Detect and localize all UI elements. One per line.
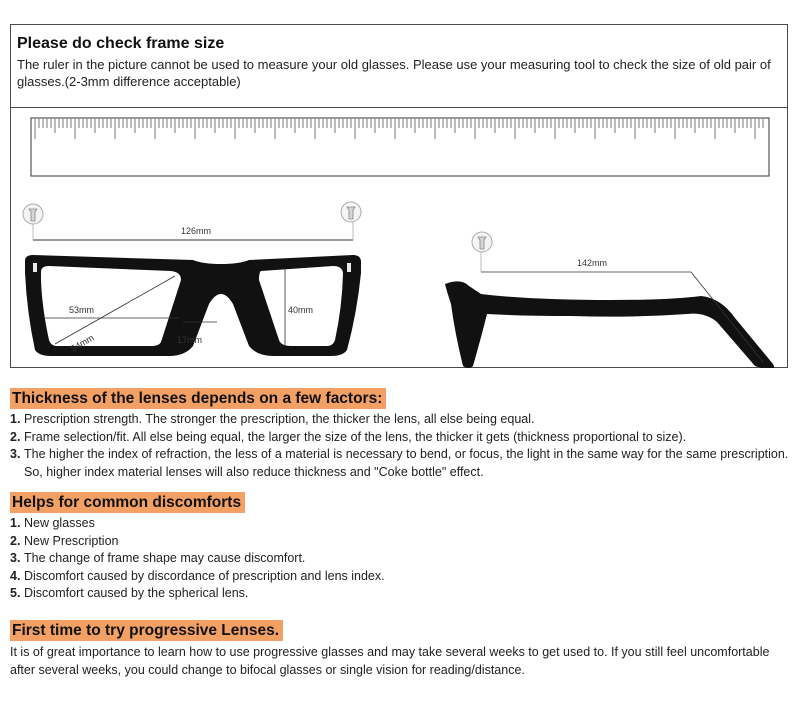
glasses-side-view <box>445 281 774 368</box>
frame-size-title: Please do check frame size <box>17 35 225 52</box>
list-item: 2. New Prescription <box>10 533 119 548</box>
thickness-heading: Thickness of the lenses depends on a few factors: <box>10 388 386 409</box>
frame-size-header <box>11 25 787 108</box>
ruler <box>31 118 769 176</box>
screw-icon <box>472 232 492 252</box>
progressive-heading: First time to try progressive Lenses. <box>10 620 283 641</box>
discomforts-list <box>10 515 790 603</box>
list-item: 3. The higher the index of refraction, the less of a material is necessary to bend, or focus, the light in the same way for the same prescription. So, higher index material lenses will also reduce thickness and "Coke bottle" effect. <box>10 447 789 479</box>
list-item: 1. New glasses <box>10 516 95 530</box>
frame-size-box <box>10 24 788 368</box>
list-item: 4. Discomfort caused by discordance of prescription and lens index. <box>10 568 385 583</box>
lens-diagonal-label: 54mm <box>69 332 96 354</box>
thickness-section <box>10 388 790 481</box>
lens-height-label: 40mm <box>288 305 314 315</box>
progressive-section <box>10 620 790 679</box>
frame-size-note: The ruler in the picture cannot be used to measure your old glasses. Please use your measuring tool to check the size of old pair of glasses.(2-3mm difference acceptable) <box>17 57 771 89</box>
list-item: 1. Prescription strength. The stronger the prescription, the thicker the lens, all else being equal. <box>10 412 535 426</box>
lens-width-label: 53mm <box>69 305 95 315</box>
thickness-list <box>10 411 790 481</box>
bridge-label: 17mm <box>177 335 203 345</box>
screw-icon <box>341 202 361 222</box>
temple-length-label: 142mm <box>577 258 608 268</box>
screw-icon <box>23 204 43 224</box>
discomforts-section <box>10 492 790 603</box>
frame-width-label: 126mm <box>181 226 212 236</box>
progressive-text: It is of great importance to learn how to use progressive glasses and may take several weeks to get used to. If you still feel uncomfortable after several weeks, you could change to bifocal glasses or single vision for reading/distance. <box>10 645 770 677</box>
list-item: 2. Frame selection/fit. All else being equal, the larger the size of the lens, the thicker it gets (thickness proportional to size). <box>10 429 687 444</box>
frame-diagram <box>11 108 787 368</box>
list-item: 3. The change of frame shape may cause discomfort. <box>10 551 306 565</box>
list-item: 5. Discomfort caused by the spherical lens. <box>10 586 249 600</box>
discomforts-heading: Helps for common discomforts <box>10 492 245 513</box>
